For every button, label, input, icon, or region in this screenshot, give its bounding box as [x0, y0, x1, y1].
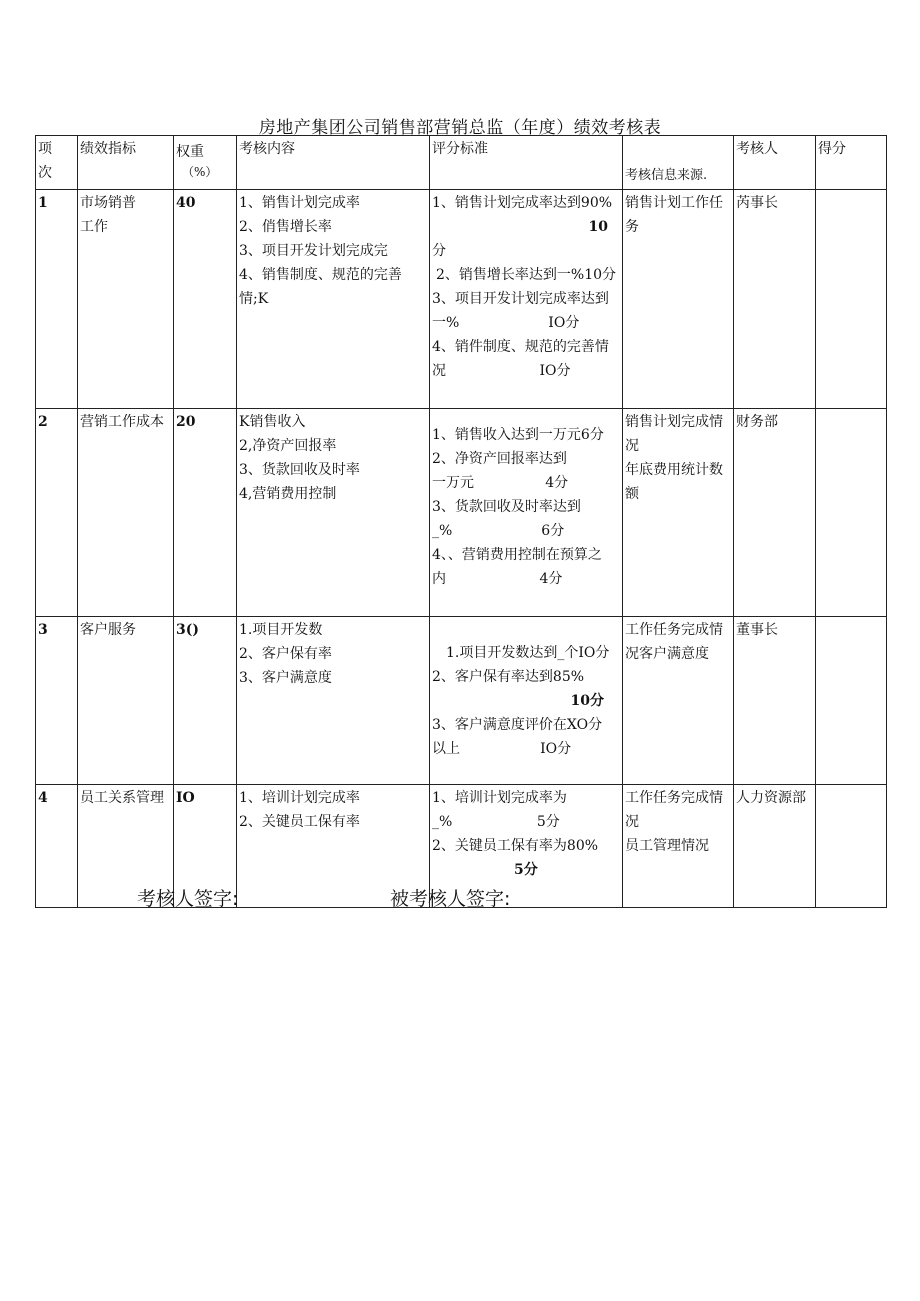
row-seq: 2: [36, 409, 78, 617]
row-indicator: 客户服务: [78, 617, 174, 785]
row-source: 销售计划工作任 务: [623, 190, 734, 409]
row-content: 1、培训计划完成率 2、关键员工保有率: [237, 785, 430, 908]
table-row: [36, 617, 887, 785]
page-title: 房地产集团公司销售部营销总监（年度）绩效考核表: [258, 118, 662, 138]
row-source: 工作任务完成情 况 员工管理情况: [623, 785, 734, 908]
assessee-signature-label: 被考核人签字:: [390, 888, 511, 910]
header-content: 考核内容: [237, 136, 430, 190]
header-source: 考核信息来源.: [623, 136, 734, 190]
header-seq: 项 次: [36, 136, 78, 190]
row-criteria: 1、销售计划完成率达到90% 10 分 2、销售增长率达到一%10分 3、项目开发计划完成率达到 一% IO分 4、销件制度、规范的完善情 况 IO分: [430, 190, 623, 409]
header-weight: 权重 （%）: [174, 136, 237, 190]
table-header-row: [36, 136, 887, 190]
row-assessor: 芮事长: [734, 190, 816, 409]
row-score: [816, 409, 887, 617]
header-criteria: 评分标准: [430, 136, 623, 190]
row-seq: 4: [36, 785, 78, 908]
row-score: [816, 785, 887, 908]
row-seq: 3: [36, 617, 78, 785]
row-weight: IO: [174, 785, 237, 908]
row-criteria: 1、销售收入达到一万元6分 2、净资产回报率达到 一万元 4分 3、货款回收及时率达到 _% 6分 4、、营销费用控制在预算之 内 4分: [430, 409, 623, 617]
row-indicator: 市场销普 工作: [78, 190, 174, 409]
row-assessor: 财务部: [734, 409, 816, 617]
row-source: 销售计划完成情 况 年底费用统计数 额: [623, 409, 734, 617]
row-indicator: 员工关系管理: [78, 785, 174, 908]
row-score: [816, 190, 887, 409]
row-source: 工作任务完成情 况客户满意度: [623, 617, 734, 785]
row-criteria: 1、培训计划完成率为 _% 5分 2、关键员工保有率为80% 5分: [430, 785, 623, 908]
assessor-signature-label: 考核人签字:: [137, 888, 239, 910]
row-weight: 20: [174, 409, 237, 617]
row-weight: 40: [174, 190, 237, 409]
row-weight: 3(): [174, 617, 237, 785]
header-assessor: 考核人: [734, 136, 816, 190]
row-seq: 1: [36, 190, 78, 409]
header-score: 得分: [816, 136, 887, 190]
header-indicator: 绩效指标: [78, 136, 174, 190]
row-assessor: 人力资源部: [734, 785, 816, 908]
table-row: [36, 190, 887, 409]
row-content: 1、销售计划完成率 2、俏售增长率 3、项目开发计划完成完 4、销售制度、规范的完善 情;K: [237, 190, 430, 409]
row-content: K销售收入 2,净资产回报率 3、货款回收及时率 4,营销费用控制: [237, 409, 430, 617]
row-content: 1.项目开发数 2、客户保有率 3、客户满意度: [237, 617, 430, 785]
row-assessor: 董事长: [734, 617, 816, 785]
row-indicator: 营销工作成本: [78, 409, 174, 617]
row-score: [816, 617, 887, 785]
evaluation-table: [35, 135, 887, 908]
table-row: [36, 409, 887, 617]
row-criteria: 1.项目开发数达到_个IO分 2、客户保有率达到85% 10分 3、客户满意度评价在XO分 以上 IO分: [430, 617, 623, 785]
